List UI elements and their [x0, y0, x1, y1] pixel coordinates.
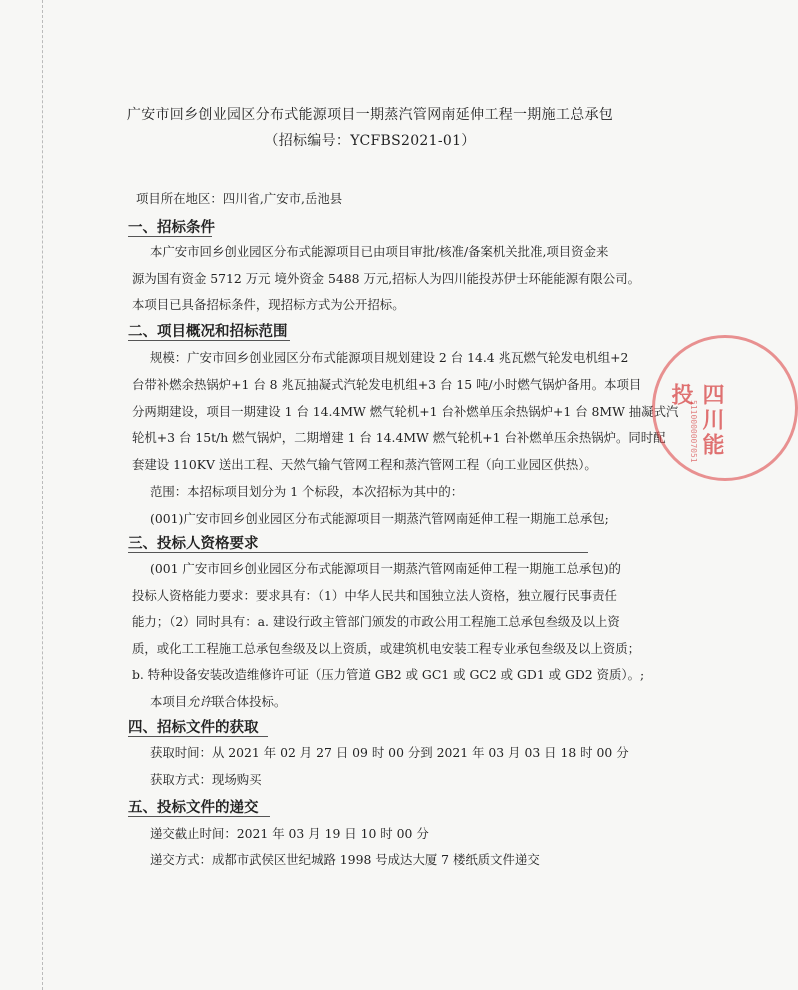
section-4-heading: 四、招标文件的获取: [128, 720, 259, 736]
section-3-heading: 三、投标人资格要求: [128, 536, 259, 552]
s2-lot-line: (001)广安市回乡创业园区分布式能源项目一期蒸汽管网南延伸工程一期施工总承包;: [150, 511, 609, 526]
s4-time: 获取时间：从 2021 年 02 月 27 日 09 时 00 分到 2021 年 03 月 03 日 18 时 00 分: [150, 745, 629, 760]
s3-line-4: 质，或化工工程施工总承包叁级及以上资质，或建筑机电安装工程专业承包叁级及以上资质；: [132, 641, 641, 656]
s5-method: 递交方式：成都市武侯区世纪城路 1998 号成达大厦 7 楼纸质文件递交: [150, 852, 540, 867]
s1-line-2: 源为国有资金 5712 万元 境外资金 5488 万元,招标人为四川能投苏伊士环能能源有限公司。: [132, 271, 640, 286]
handwritten-allow: 允许: [187, 694, 212, 709]
section-4-underline: [128, 736, 268, 737]
section-2-heading: 二、项目概况和招标范围: [128, 324, 288, 340]
stamp-text: 四川能投: [668, 383, 724, 458]
s1-line-3: 本项目已具备招标条件，现招标方式为公开招标。: [132, 297, 405, 312]
s1-line-1: 本广安市回乡创业园区分布式能源项目已由项目审批/核准/备案机关批准,项目资金来: [150, 244, 609, 259]
section-1-heading: 一、招标条件: [128, 220, 215, 236]
s3-line-3: 能力；（2）同时具有：a. 建设行政主管部门颁发的市政公用工程施工总承包叁级及以上资: [132, 614, 620, 629]
s3-joint-bid-line: [150, 693, 286, 710]
s5-deadline: 递交截止时间：2021 年 03 月 19 日 10 时 00 分: [150, 826, 429, 841]
s2-scope-line: 范围：本招标项目划分为 1 个标段，本次招标为其中的：: [150, 484, 464, 499]
section-5-underline: [128, 816, 270, 817]
section-5-heading: 五、投标文件的递交: [128, 800, 259, 816]
tender-number: （招标编号：YCFBS2021-01）: [264, 133, 476, 149]
section-2-underline: [128, 340, 290, 341]
s2-line-3: 分两期建设，项目一期建设 1 台 14.4MW 燃气轮机+1 台补燃单压余热锅炉+1 台 8MW 抽凝式汽: [132, 404, 679, 419]
joint-prefix: 本项目: [150, 694, 188, 709]
s3-line-5: b. 特种设备安装改造维修许可证（压力管道 GB2 或 GC1 或 GC2 或 GD1 或 GD2 资质）。;: [132, 667, 645, 682]
s2-line-4: 轮机+3 台 15t/h 燃气锅炉，二期增建 1 台 14.4MW 燃气轮机+1 台补燃单压余热锅炉。同时配: [132, 430, 666, 445]
s4-method: 获取方式：现场购买: [150, 772, 262, 787]
document-title: 广安市回乡创业园区分布式能源项目一期蒸汽管网南延伸工程一期施工总承包: [126, 107, 614, 123]
joint-suffix: 联合体投标。: [211, 694, 287, 709]
s3-line-1: (001 广安市回乡创业园区分布式能源项目一期蒸汽管网南延伸工程一期施工总承包)的: [150, 561, 621, 576]
section-3-underline: [128, 552, 588, 553]
stamp-number: 5110000007051: [689, 400, 698, 463]
project-location: 项目所在地区：四川省,广安市,岳池县: [136, 191, 343, 206]
red-seal-stamp: [652, 335, 798, 481]
s2-line-5: 套建设 110KV 送出工程、天然气输气管网工程和蒸汽管网工程（向工业园区供热）。: [132, 457, 597, 472]
s2-line-2: 台带补燃余热锅炉+1 台 8 兆瓦抽凝式汽轮发电机组+3 台 15 吨/小时燃气锅炉备用。本项目: [132, 377, 642, 392]
s3-line-2: 投标人资格能力要求：要求具有：（1）中华人民共和国独立法人资格，独立履行民事责任: [132, 588, 617, 603]
binding-margin-line: [42, 0, 43, 990]
section-1-underline: [128, 236, 212, 237]
s2-line-1: 规模：广安市回乡创业园区分布式能源项目规划建设 2 台 14.4 兆瓦燃气轮发电机组+2: [150, 350, 629, 365]
